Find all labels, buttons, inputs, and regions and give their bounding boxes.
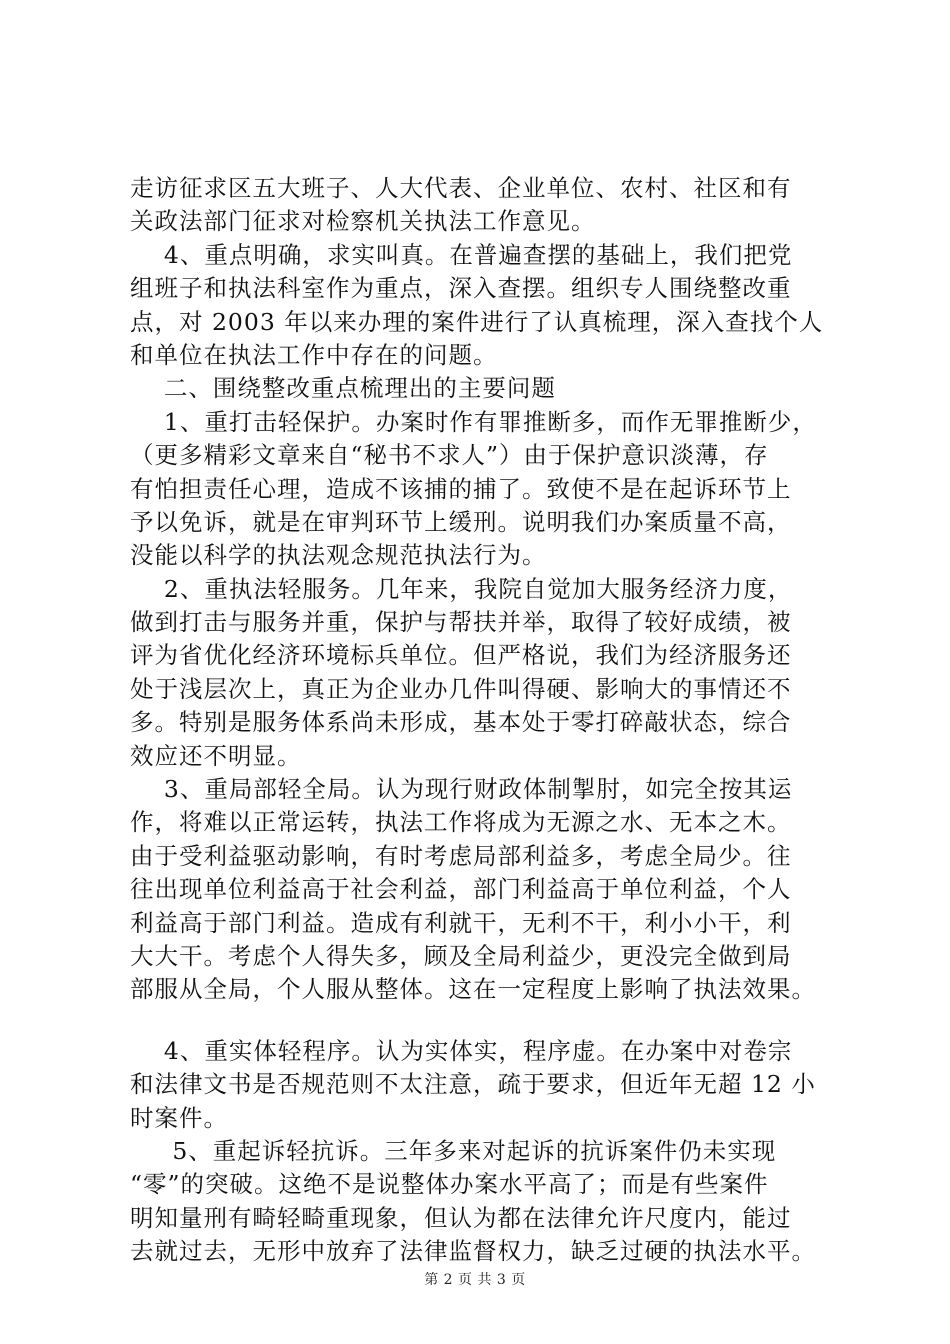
- text-line: 没能以科学的执法观念规范执法行为。: [130, 541, 547, 570]
- page-footer: 第 2 页 共 3 页: [424, 1272, 526, 1288]
- text-line: 1、重打击轻保护。办案时作有罪推断多，而作无罪推断少，: [130, 407, 817, 436]
- text-line: 往出现单位利益高于社会利益，部门利益高于单位利益，个人: [130, 875, 792, 904]
- paragraph: [130, 1035, 850, 1135]
- text-line: 去就过去，无形中放弃了法律监督权力，缺乏过硬的执法水平。: [130, 1237, 816, 1266]
- paragraph: [130, 1135, 850, 1269]
- text-line: 点，对 2003 年以来办理的案件进行了认真梳理，深入查找个人: [130, 307, 824, 336]
- text-line: 处于浅层次上，真正为企业办几件叫得硬、影响大的事情还不: [130, 674, 792, 703]
- paragraph: [130, 773, 850, 1007]
- paragraph: [130, 239, 850, 373]
- text-line: （更多精彩文章来自“秘书不求人”）由于保护意识淡薄，存: [130, 441, 769, 470]
- text-line: 多。特别是服务体系尚未形成，基本处于零打碎敲状态，综合: [130, 708, 792, 737]
- text-line: 做到打击与服务并重，保护与帮扶并举，取得了较好成绩，被: [130, 608, 792, 637]
- paragraph: [130, 372, 850, 405]
- text-line: 部服从全局，个人服从整体。这在一定程度上影响了执法效果。: [130, 975, 816, 1004]
- text-line: 4、重实体轻程序。认为实体实，程序虚。在办案中对卷宗: [130, 1036, 793, 1065]
- text-line: 和单位在执法工作中存在的问题。: [130, 340, 498, 369]
- document-body: [130, 172, 850, 1269]
- paragraph: [130, 172, 850, 239]
- text-line: 4、重点明确，求实叫真。在普遍查摆的基础上，我们把党: [130, 240, 793, 269]
- paragraph: [130, 573, 850, 773]
- paragraph: [130, 406, 850, 573]
- text-line: 由于受利益驱动影响，有时考虑局部利益多，考虑全局少。往: [130, 841, 792, 870]
- text-line: 组班子和执法科室作为重点，深入查摆。组织专人围绕整改重: [130, 274, 792, 303]
- text-line: 2、重执法轻服务。几年来，我院自觉加大服务经济力度，: [130, 574, 793, 603]
- text-line: 明知量刑有畸轻畸重现象，但认为都在法律允许尺度内，能过: [130, 1203, 792, 1232]
- text-line: 评为省优化经济环境标兵单位。但严格说，我们为经济服务还: [130, 641, 792, 670]
- text-line: 3、重局部轻全局。认为现行财政体制掣肘，如完全按其运: [130, 775, 793, 804]
- text-line: “零”的突破。这绝不是说整体办案水平高了；而是有些案件: [130, 1170, 769, 1199]
- text-line: 效应还不明显。: [130, 741, 302, 770]
- text-line: 5、重起诉轻抗诉。三年多来对起诉的抗诉案件仍未实现: [130, 1136, 777, 1165]
- text-line: 和法律文书是否规范则不太注意，疏于要求，但近年无超 12 小: [130, 1070, 816, 1099]
- paragraph-spacer: [130, 1007, 850, 1035]
- text-line: 予以免诉，就是在审判环节上缓刑。说明我们办案质量不高，: [130, 507, 792, 536]
- text-line: 关政法部门征求对检察机关执法工作意见。: [130, 207, 596, 236]
- text-line: 利益高于部门利益。造成有利就干，无利不干，利小小干，利: [130, 908, 792, 937]
- text-line: 有怕担责任心理，造成不该捕的捕了。致使不是在起诉环节上: [130, 474, 792, 503]
- text-line: 作，将难以正常运转，执法工作将成为无源之水、无本之木。: [130, 808, 792, 837]
- text-line: 时案件。: [130, 1103, 228, 1132]
- text-line: 走访征求区五大班子、人大代表、企业单位、农村、社区和有: [130, 174, 792, 202]
- text-line: 大大干。考虑个人得失多，顾及全局利益少，更没完全做到局: [130, 941, 792, 970]
- text-line: 二、围绕整改重点梳理出的主要问题: [130, 374, 556, 403]
